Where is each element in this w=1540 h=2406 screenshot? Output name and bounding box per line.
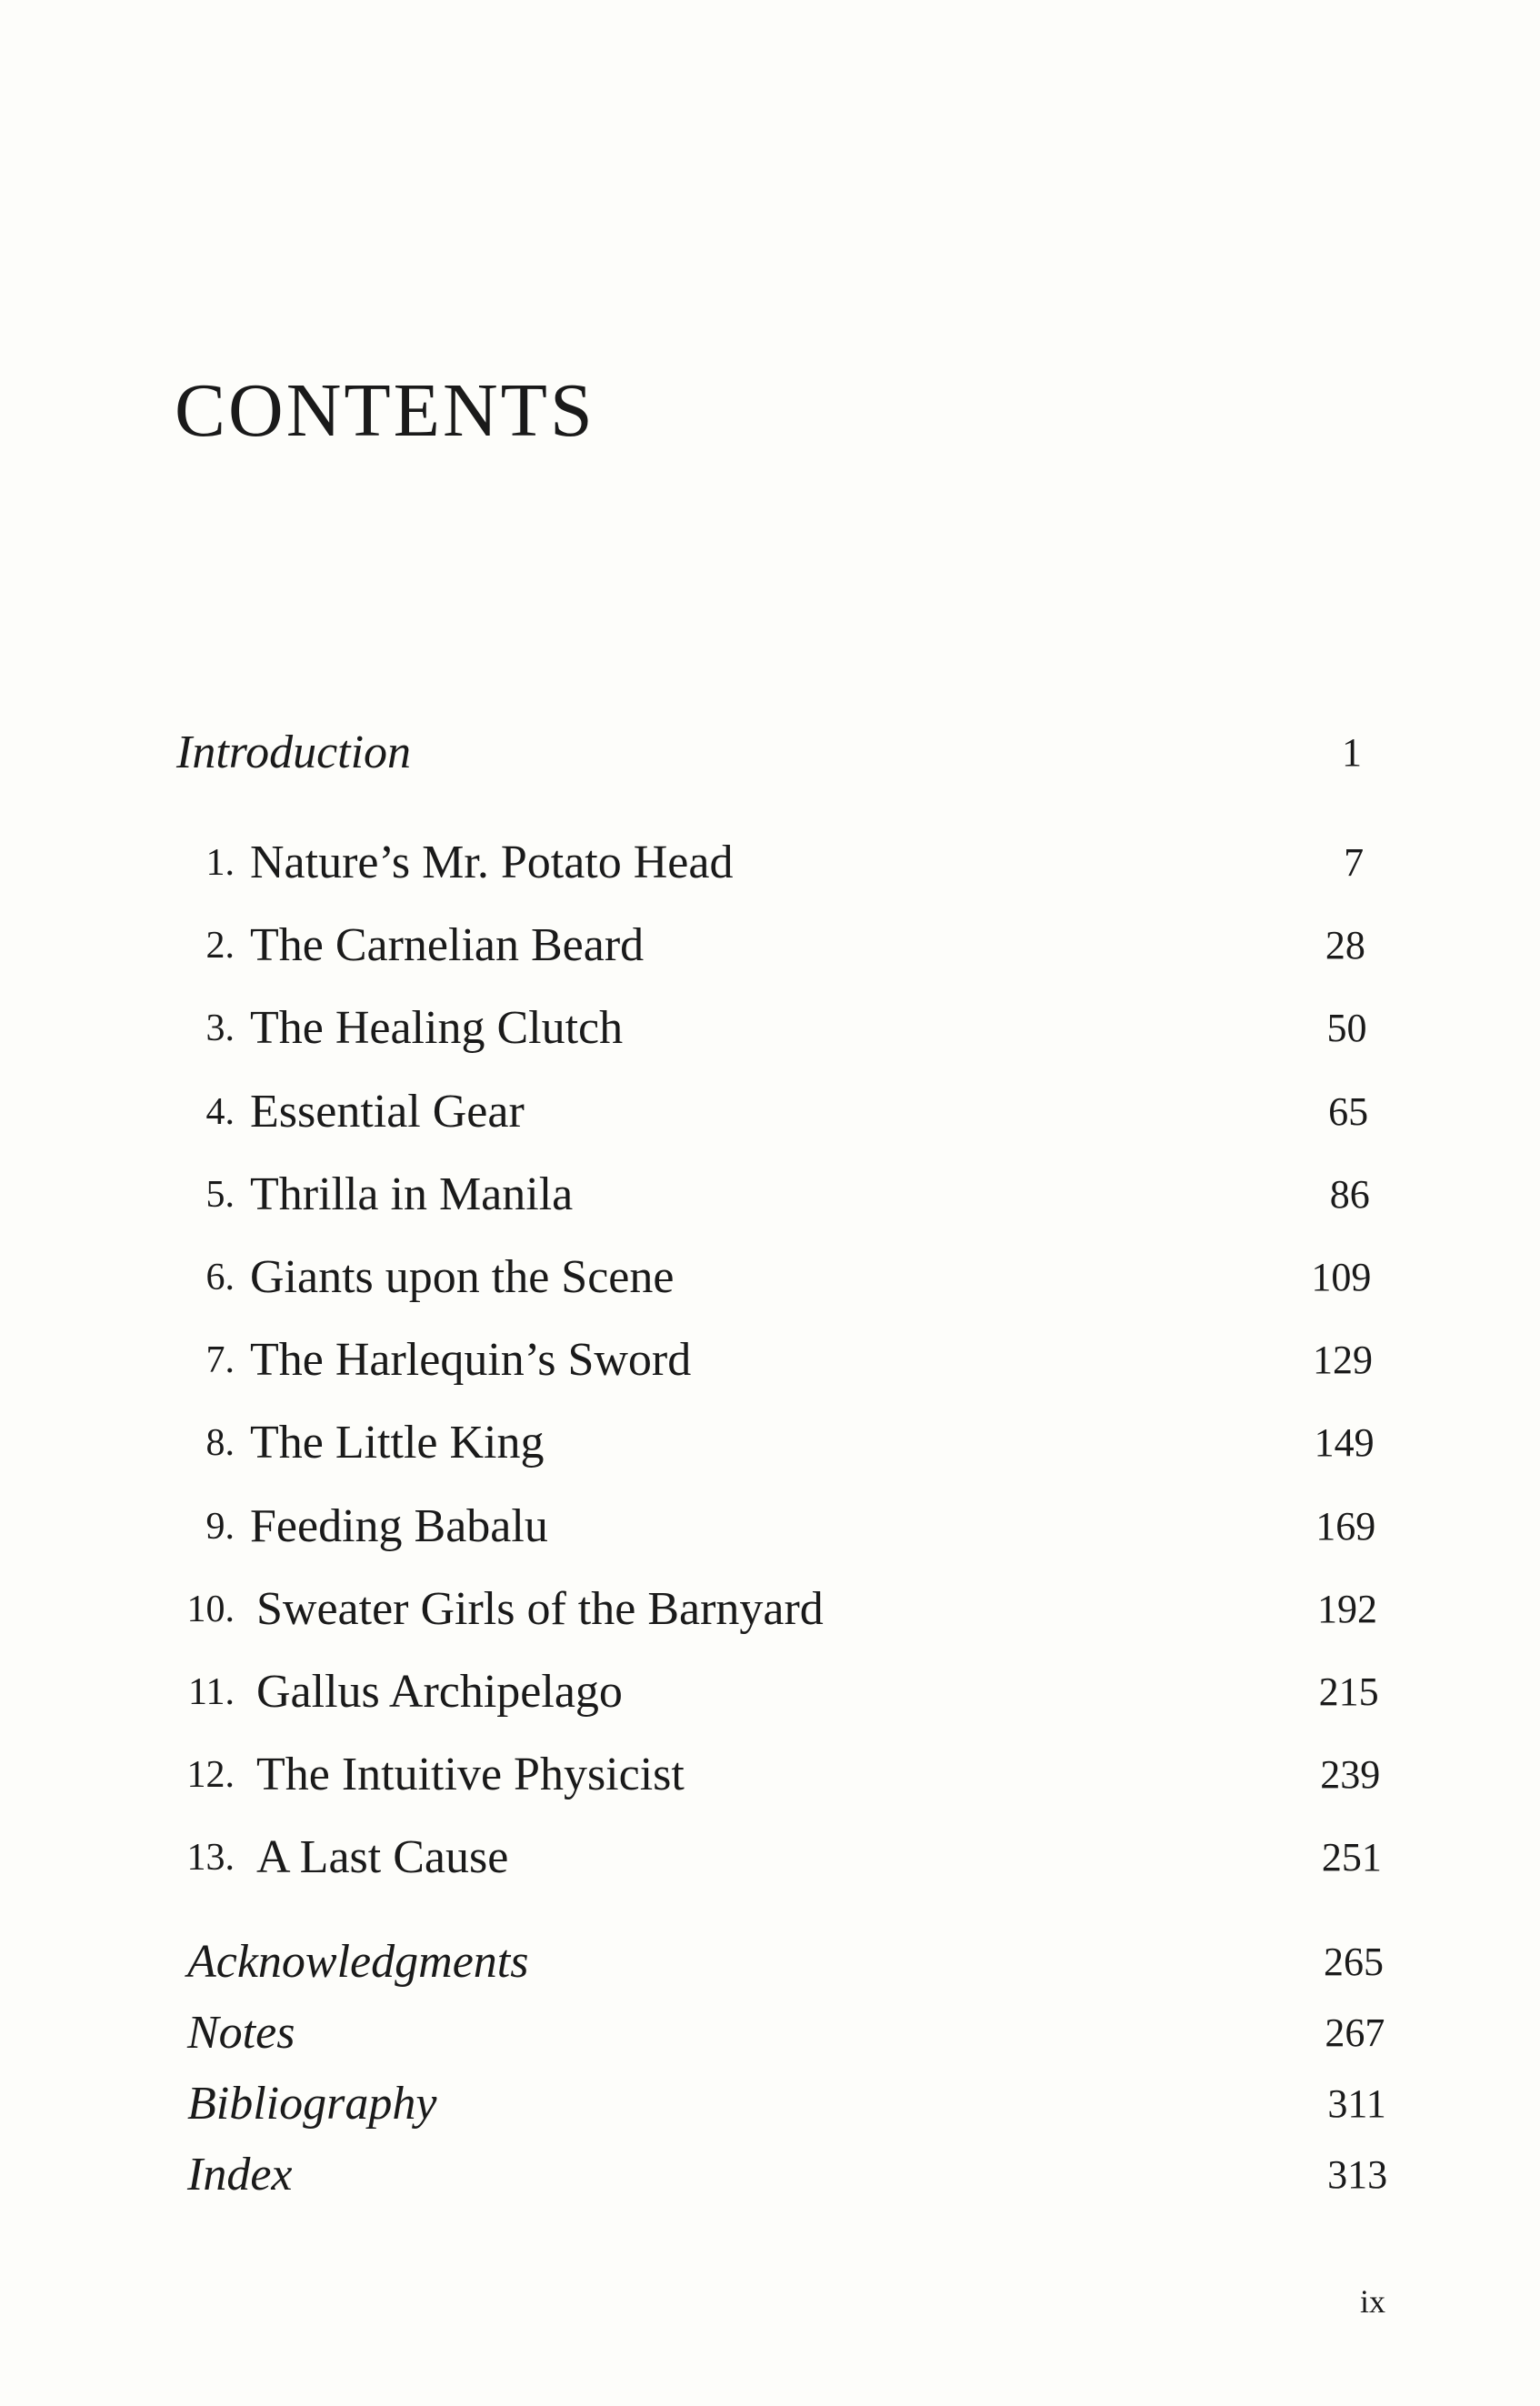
entry-page: 239 [1320,1752,1381,1798]
entry-page: 7 [1344,840,1365,885]
toc-entry [0,1582,1540,1637]
chapter-number: 11. [188,1671,235,1713]
toc-entry [0,1416,1540,1470]
entry-title: Notes [187,2007,295,2059]
entry-title: The Harlequin’s Sword [250,1334,692,1387]
toc-entry [0,1001,1540,1056]
chapter-number: 7. [205,1339,235,1382]
entry-title: Sweater Girls of the Barnyard [256,1582,824,1635]
toc-entry [0,836,1540,890]
entry-title: Acknowledgments [187,1936,529,1988]
toc-entry [0,1935,1540,1990]
chapter-number: 2. [205,925,235,967]
entry-page: 28 [1325,923,1365,968]
entry-title: Feeding Babalu [250,1499,548,1552]
toc-entry [0,1830,1540,1885]
entry-title: Giants upon the Scene [250,1251,675,1303]
toc-entry [0,726,1540,780]
entry-page: 169 [1315,1503,1376,1549]
entry-page: 215 [1318,1669,1379,1714]
chapter-number: 6. [205,1257,235,1298]
toc-entry [0,1168,1540,1222]
entry-title: Index [187,2149,293,2200]
entry-page: 251 [1321,1835,1382,1880]
entry-page: 192 [1316,1586,1377,1631]
toc-entry [0,918,1540,973]
entry-page: 311 [1327,2081,1386,2126]
entry-page: 65 [1328,1088,1369,1134]
chapter-number: 13. [186,1837,235,1880]
entry-page: 86 [1329,1171,1370,1217]
entry-page: 313 [1327,2152,1388,2197]
entry-page: 50 [1326,1006,1367,1051]
toc-entry [0,1333,1540,1388]
toc-entry [0,1085,1540,1139]
entry-title: The Carnelian Beard [250,919,645,972]
chapter-number: 3. [205,1008,235,1050]
chapter-number: 1. [205,842,235,884]
toc-entry [0,2148,1540,2202]
toc-entry [0,2006,1540,2060]
entry-title: The Little King [250,1417,545,1469]
entry-title: Thrilla in Manila [250,1168,574,1220]
toc-entry [0,1665,1540,1719]
entry-title: Essential Gear [250,1085,525,1138]
entry-title: Gallus Archipelago [256,1666,623,1718]
entry-page: 109 [1311,1255,1372,1299]
entry-title: Introduction [176,727,412,778]
chapter-number: 5. [205,1173,235,1216]
entry-page: 129 [1313,1338,1374,1383]
page-number: ix [1360,2283,1386,2320]
page-title: CONTENTS [175,368,595,453]
entry-page: 265 [1323,1940,1384,1984]
toc-entry [0,1748,1540,1802]
entry-page: 149 [1314,1420,1375,1466]
entry-page: 1 [1342,730,1362,775]
chapter-number: 9. [205,1505,235,1548]
entry-title: The Healing Clutch [250,1002,624,1055]
toc-entry [0,1499,1540,1554]
entry-title: The Intuitive Physicist [256,1749,685,1801]
entry-title: A Last Cause [256,1831,509,1884]
entry-title: Bibliography [187,2078,437,2130]
chapter-number: 10. [186,1588,235,1630]
chapter-number: 12. [186,1754,235,1797]
toc-entry [0,2077,1540,2131]
entry-title: Nature’s Mr. Potato Head [250,837,734,888]
chapter-number: 8. [205,1422,235,1465]
toc-entry [0,1250,1540,1305]
entry-page: 267 [1325,2010,1385,2055]
chapter-number: 4. [205,1090,235,1133]
